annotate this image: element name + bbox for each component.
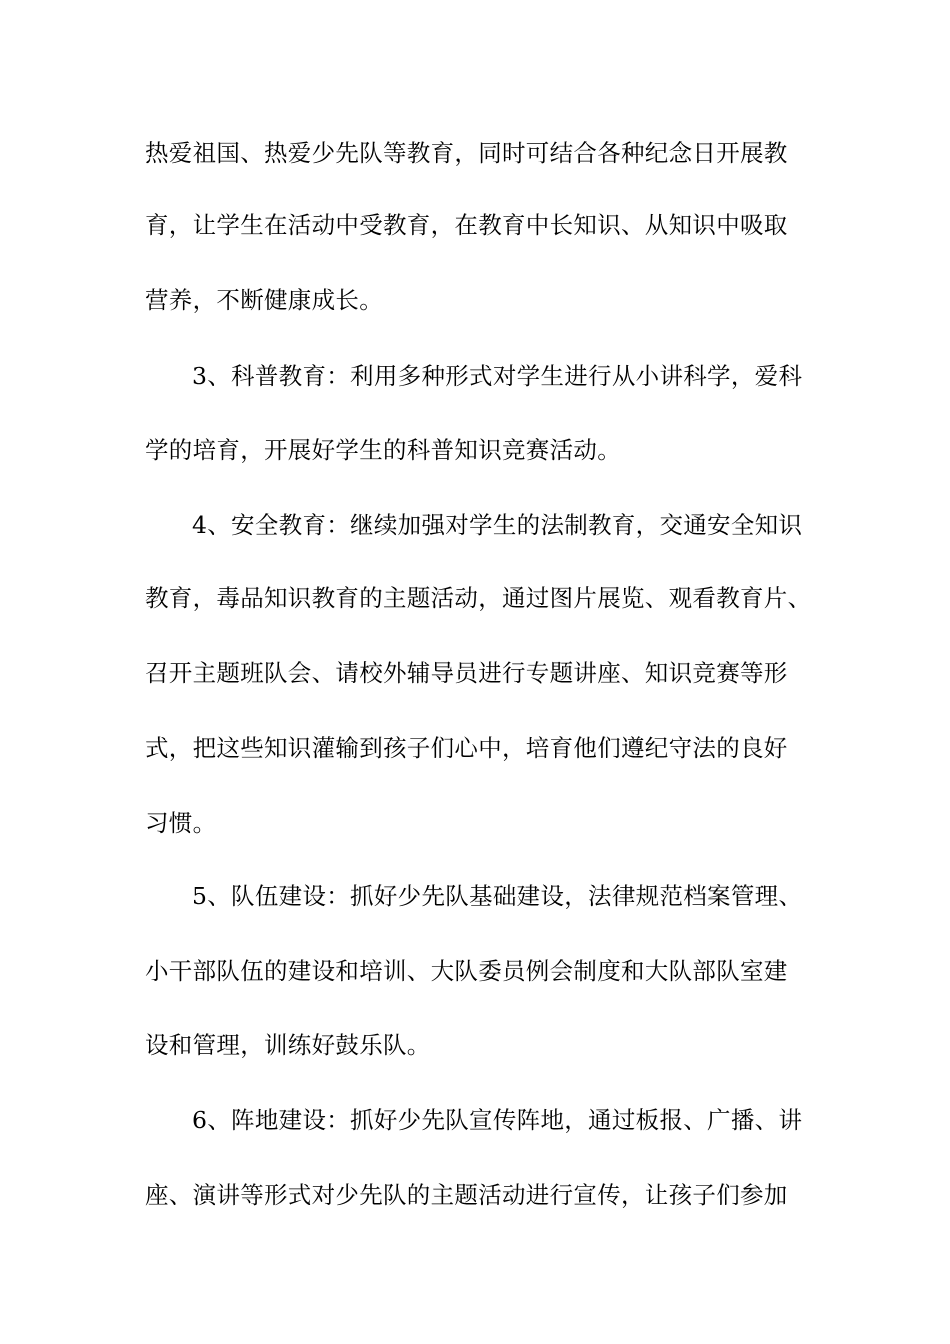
text-line: 营养，不断健康成长。 <box>145 286 383 314</box>
text-line: 小干部队伍的建设和培训、大队委员例会制度和大队部队室建 <box>145 957 788 985</box>
text-line: 学的培育，开展好学生的科普知识竞赛活动。 <box>145 436 621 464</box>
text-line: 教育，毒品知识教育的主题活动，通过图片展览、观看教育片、 <box>145 584 812 612</box>
text-line: 热爱祖国、热爱少先队等教育，同时可结合各种纪念日开展教 <box>145 139 788 167</box>
text-line: 式，把这些知识灌输到孩子们心中，培育他们遵纪守法的良好 <box>145 734 788 762</box>
paragraph-5-start: 5、队伍建设：抓好少先队基础建设，法律规范档案管理、 <box>192 882 803 910</box>
paragraph-3-start: 3、科普教育：利用多种形式对学生进行从小讲科学，爱科 <box>192 362 803 390</box>
text-line: 习惯。 <box>145 809 217 837</box>
paragraph-6-start: 6、阵地建设：抓好少先队宣传阵地，通过板报、广播、讲 <box>192 1106 803 1134</box>
text-line: 育，让学生在活动中受教育，在教育中长知识、从知识中吸取 <box>145 211 788 239</box>
text-line: 座、演讲等形式对少先队的主题活动进行宣传，让孩子们参加 <box>145 1181 788 1209</box>
text-line: 召开主题班队会、请校外辅导员进行专题讲座、知识竞赛等形 <box>145 659 788 687</box>
paragraph-4-start: 4、安全教育：继续加强对学生的法制教育，交通安全知识 <box>192 511 803 539</box>
text-line: 设和管理，训练好鼓乐队。 <box>145 1031 431 1059</box>
